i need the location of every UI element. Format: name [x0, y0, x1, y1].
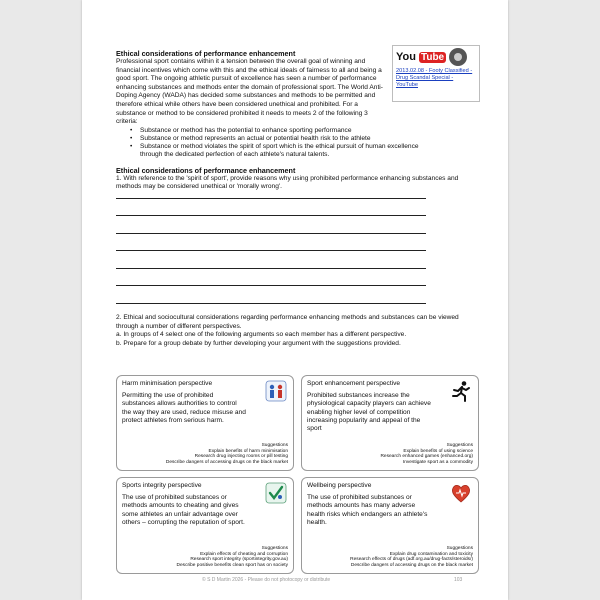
suggestions-label: Suggestions: [446, 442, 473, 448]
card-harm-minimisation: [116, 375, 294, 471]
answer-line[interactable]: [116, 250, 426, 251]
section2-heading: Ethical considerations of performance enhancement: [116, 165, 296, 175]
page-content: [116, 49, 479, 569]
card-title: Sport enhancement perspective: [307, 380, 401, 387]
card-wellbeing: [301, 477, 479, 574]
worksheet-page: [82, 0, 508, 600]
card-body: The use of prohibited substances or methods amounts to cheating and gives some athletes an unfair advantage over others – corrupting the reputation of sport.: [122, 494, 245, 526]
question-2-intro: 2. Ethical and sociocultural considerations regarding performance enhancing methods and substances can be viewed through a number of different perspectives.: [116, 314, 459, 330]
question-2-step-a: a. In groups of 4 select one of the following arguments so each member has a different perspective.: [116, 331, 407, 339]
suggestion-item: Explain benefits of harm minimisation: [208, 448, 288, 454]
suggestion-item: Research drug injecting rooms or pill testing: [194, 454, 288, 460]
suggestions: [350, 546, 473, 569]
card-sport-enhancement: [301, 375, 479, 471]
youtube-video-box[interactable]: [392, 45, 480, 102]
card-sports-integrity: [116, 477, 294, 574]
footer-copyright: © S D Martin 2026 - Please do not photocopy or distribute: [202, 577, 331, 583]
criteria-list: [130, 127, 479, 160]
suggestion-item: Research enhanced games (enhanced.org): [380, 454, 473, 460]
suggestion-item: Research sport integrity (sportintegrity.gov.au): [190, 557, 288, 563]
card-title: Sports integrity perspective: [122, 482, 202, 489]
answer-line[interactable]: [116, 233, 426, 234]
suggestions-label: Suggestions: [261, 545, 288, 551]
answer-line[interactable]: [116, 268, 426, 269]
suggestion-item: Explain benefits of using science: [403, 448, 473, 454]
answer-line[interactable]: [116, 198, 426, 199]
suggestion-item: Describe dangers of accessing drugs on the black market: [350, 563, 473, 569]
youtube-link[interactable]: 2013.02.08 - Footy Classified - Drug Scandal Special - YouTube: [396, 68, 473, 88]
youtube-logo-tube: Tube: [420, 51, 445, 63]
integrity-check-icon: [265, 482, 287, 504]
card-body: The use of prohibited substances or methods amounts has many adverse health risks which endangers an athlete's health.: [307, 494, 428, 526]
running-athlete-icon: [450, 380, 472, 402]
suggestion-item: Research effects of drugs (adf.org.au/drug-facts/steroids/): [350, 557, 473, 563]
suggestions: [166, 443, 288, 466]
suggestions: [380, 443, 473, 466]
question-2-step-b: b. Prepare for a group debate by further developing your argument with the suggestions provided.: [116, 340, 401, 348]
card-body: Permitting the use of prohibited substances allows authorities to control the way they are used, reduce misuse and protect athletes from serious harm.: [122, 392, 246, 424]
heart-icon: [450, 482, 472, 504]
question-1: 1. With reference to the 'spirit of sport', provide reasons why using prohibited performance enhancing substances and methods may be considered unethical or 'morally wrong'.: [116, 174, 459, 191]
card-title: Harm minimisation perspective: [122, 380, 213, 387]
harm-minimisation-icon: [265, 380, 287, 402]
section1-heading: Ethical considerations of performance enhancement: [116, 49, 296, 58]
youtube-logo: [396, 48, 476, 66]
criteria-item: • Substance or method has the potential to enhance sporting performance: [130, 127, 479, 135]
answer-line[interactable]: [116, 285, 426, 286]
suggestion-item: Investigate sport as a commodity: [402, 460, 473, 466]
suggestions-label: Suggestions: [261, 442, 288, 448]
criteria-item: • Substance or method represents an actual or potential health risk to the athlete: [130, 135, 479, 143]
section1-paragraph: Professional sport contains within it a tension between the overall goal of winning and financial incentives which come with this and the ethical ideals of fairness to all and being a good sport. The ongoing athletic pursuit of excellence has seen a number of performance enhancing substances and methods enter the domain of professional sport. The World Anti-Doping Agency (WADA) has decided some substances and methods to be permitted and therefore ethical while others have been considered unethical and prohibited. For a substance or method to be considered prohibited it needs to meets 2 of the following 3 criteria:: [116, 58, 383, 126]
card-title: Wellbeing perspective: [307, 482, 372, 489]
suggestion-item: Explain effects of cheating and corruption: [200, 551, 288, 557]
suggestions: [177, 546, 288, 569]
suggestion-item: Explain drug contamination and toxicity: [389, 551, 473, 557]
card-body: Prohibited substances increase the physiological capacity players can achieve enabling higher level of competition increasing popularity and appeal of the sport: [307, 392, 431, 433]
suggestion-item: Describe dangers of accessing drugs on the black market: [165, 460, 288, 466]
answer-lines[interactable]: [116, 198, 479, 304]
suggestions-label: Suggestions: [446, 545, 473, 551]
film-reel-icon: [449, 48, 467, 66]
page-number: 103: [454, 577, 463, 583]
answer-line[interactable]: [116, 215, 426, 216]
criteria-item: • Substance or method violates the spirit of sport which is the ethical pursuit of human excellence through the dedicated perfection of each athlete's natural talents.: [130, 143, 430, 159]
suggestion-item: Describe positive benefits clean sport has on society: [176, 563, 288, 569]
answer-line[interactable]: [116, 303, 426, 304]
youtube-logo-you: You: [396, 51, 416, 63]
